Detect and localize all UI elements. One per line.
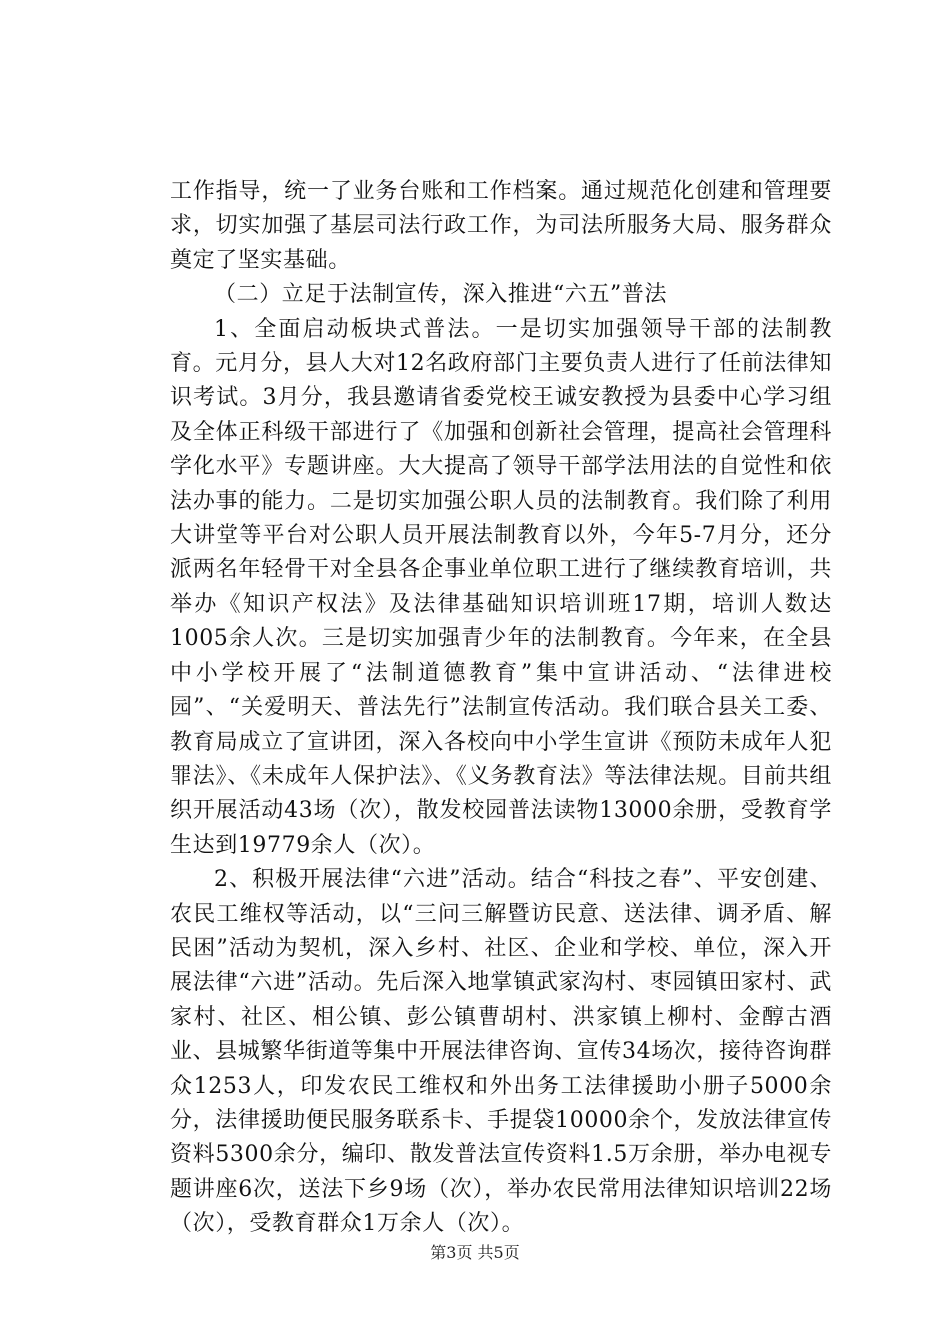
paragraph-item-1: 1、全面启动板块式普法。一是切实加强领导干部的法制教育。元月分，县人大对12名政府部门主要负责人进行了任前法律知识考试。3月分，我县邀请省委党校王诚安教授为县委中心学习组及全体正科级干部进行了《加强和创新社会管理，提高社会管理科学化水平》专题讲座。大大提高了领导干部学法用法的自觉性和依法办事的能力。二是切实加强公职人员的法制教育。我们除了利用大讲堂等平台对公职人员开展法制教育以外，今年5-7月分，还分派两名年轻骨干对全县各企事业单位职工进行了继续教育培训，共举办《知识产权法》及法律基础知识培训班17期，培训人数达1005余人次。三是切实加强青少年的法制教育。今年来，在全县中小学校开展了“法制道德教育”集中宣讲活动、“法律进校园”、“关爱明天、普法先行”法制宣传活动。我们联合县关工委、教育局成立了宣讲团，深入各校向中小学生宣讲《预防未成年人犯罪法》、《未成年人保护法》、《义务教育法》等法律法规。目前共组织开展活动43场（次），散发校园普法读物13000余册，受教育学生达到19779余人（次）。	[170, 316, 832, 858]
page-footer: 第3页 共5页	[430, 1243, 520, 1262]
document-body	[170, 175, 832, 1242]
paragraph-continuation: 工作指导，统一了业务台账和工作档案。通过规范化创建和管理要求，切实加强了基层司法行政工作，为司法所服务大局、服务群众奠定了坚实基础。	[170, 179, 832, 273]
paragraph-item-2: 2、积极开展法律“六进”活动。结合“科技之春”、平安创建、农民工维权等活动，以“三问三解暨访民意、送法律、调矛盾、解民困”活动为契机，深入乡村、社区、企业和学校、单位，深入开展法律“六进”活动。先后深入地掌镇武家沟村、枣园镇田家村、武家村、社区、相公镇、彭公镇曹胡村、洪家镇上柳村、金醇古酒业、县城繁华街道等集中开展法律咨询、宣传34场次，接待咨询群众1253人，印发农民工维权和外出务工法律援助小册子5000余分，法律援助便民服务联系卡、手提袋10000余个，发放法律宣传资料5300余分，编印、散发普法宣传资料1.5万余册，举办电视专题讲座6次，送法下乡9场（次），举办农民常用法律知识培训22场（次），受教育群众1万余人（次）。	[170, 867, 832, 1237]
section-heading: （二）立足于法制宣传，深入推进“六五”普法	[214, 282, 668, 308]
